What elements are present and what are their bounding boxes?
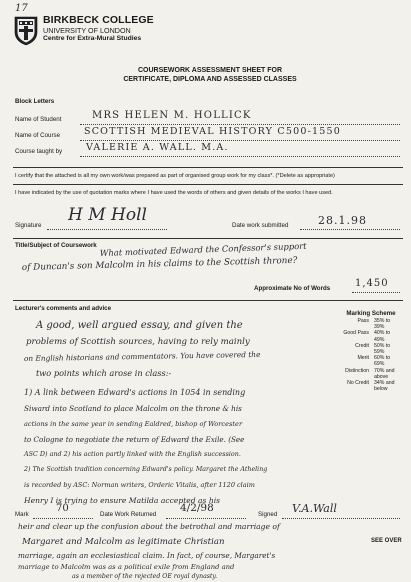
marking-scheme-row: Good Pass 40% to 49% xyxy=(343,330,391,343)
title-line-1: What motivated Edward the Confessor's support xyxy=(99,240,307,258)
student-label: Name of Student xyxy=(15,116,62,123)
marking-scheme-title: Marking Scheme xyxy=(346,310,396,317)
form-title-line-2: CERTIFICATE, DIPLOMA AND ASSESSED CLASSES xyxy=(123,76,297,83)
date-returned-line xyxy=(166,518,246,519)
comment-line: Siward into Scotland to place Malcolm on the throne & his xyxy=(24,404,242,413)
college-crest-icon xyxy=(13,14,39,46)
course-line xyxy=(80,140,400,141)
see-over-label: SEE OVER xyxy=(371,538,402,544)
comment-line: problems of Scottish sources, having to rely mainly xyxy=(26,337,250,347)
signature-label: Signature xyxy=(15,222,42,229)
taught-line xyxy=(80,156,400,157)
student-value: MRS HELEN M. HOLLICK xyxy=(92,110,252,121)
marking-scheme-row: Distinction 70% and above xyxy=(345,367,395,380)
marking-scheme xyxy=(339,310,403,392)
divider-1 xyxy=(13,167,403,168)
date-returned-value: 4/2/98 xyxy=(180,502,214,514)
mark-value: 70 xyxy=(56,503,69,514)
quotation-statement: I have indicated by the use of quotation marks where I have used the words of others and given details of the works I have used. xyxy=(15,190,333,196)
certify-statement: I certify that the attached is all my own work/was prepared as part of organised group work for my class*. (*Delete as appropriate) xyxy=(15,173,335,179)
title-line-2: of Duncan's son Malcolm in his claims to the Scottish throne? xyxy=(21,255,298,273)
comment-continuation-line: Margaret and Malcolm as legitimate Christian xyxy=(22,537,225,547)
mark-label: Mark xyxy=(15,511,29,518)
comment-line: Henry I is trying to ensure Matilda accepted as his xyxy=(24,496,221,505)
comment-continuation-line: marriage, again an ecclesiastical claim. In fact, of course, Margaret's xyxy=(18,551,276,560)
taught-value: VALERIE A. WALL. M.A. xyxy=(86,142,229,153)
marking-scheme-row: Pass 35% to 39% xyxy=(357,318,391,331)
comment-line: two points which arose in class:- xyxy=(36,368,172,378)
comment-continuation-line: marriage to Malcolm was as a political exile from England and xyxy=(18,563,235,571)
comment-line: is recorded by ASC: Norman writers, Orderic Vitalis, after 1120 claim xyxy=(24,481,255,489)
comment-line: 2) The Scottish tradition concerning Edward's policy. Margaret the Atheling xyxy=(24,466,268,473)
form-title xyxy=(60,66,360,84)
comment-line: actions in the same year in sending Ealdred, bishop of Worcester xyxy=(24,420,243,428)
form-title-line-1: COURSEWORK ASSESSMENT SHEET FOR xyxy=(137,67,283,74)
comment-line: on English historians and commentators. You have covered the xyxy=(23,349,261,363)
comment-continuation-line: heir and clear up the confusion about the betrothal and marriage of xyxy=(18,522,280,531)
divider-3 xyxy=(13,238,403,239)
word-count-value: 1,450 xyxy=(355,278,389,289)
word-count-label: Approximate No of Words xyxy=(254,285,331,292)
title-subject-label: Title/Subject of Coursework xyxy=(15,242,97,249)
signature-line xyxy=(47,229,167,230)
word-count-line xyxy=(352,292,400,293)
marking-scheme-row: No Credit 34% and below xyxy=(347,380,395,393)
signed-value: V.A.Wall xyxy=(292,502,337,515)
divider-4 xyxy=(13,300,403,301)
divider-2 xyxy=(13,184,403,185)
university-name: UNIVERSITY OF LONDON xyxy=(43,26,131,35)
corner-mark: 17 xyxy=(15,3,28,14)
block-letters-label: Block Letters xyxy=(15,98,55,105)
date-submitted-line xyxy=(300,229,400,230)
date-submitted-label: Date work submitted xyxy=(232,222,289,229)
date-submitted-value: 28.1.98 xyxy=(318,214,367,227)
signed-line xyxy=(282,518,400,519)
centre-name: Centre for Extra-Mural Studies xyxy=(43,35,142,42)
course-label: Name of Course xyxy=(15,132,61,139)
signed-label: Signed xyxy=(258,511,278,518)
date-returned-label: Date Work Returned xyxy=(100,511,157,518)
comment-line: ASC D) and 2) his action partly linked with the English succession. xyxy=(24,450,241,458)
college-name: BIRKBECK COLLEGE xyxy=(43,14,154,26)
comment-line: 1) A link between Edward's actions in 1054 in sending xyxy=(24,388,246,397)
comment-line: A good, well argued essay, and given the xyxy=(36,320,243,331)
comment-line: to Cologne to negotiate the return of Edward the Exile. (See xyxy=(24,435,245,444)
mark-line xyxy=(33,518,93,519)
course-value: SCOTTISH MEDIEVAL HISTORY C500-1550 xyxy=(84,126,341,137)
student-line xyxy=(80,124,400,125)
signature-value: H M Holl xyxy=(68,205,147,225)
marking-scheme-row: Merit 60% to 69% xyxy=(357,355,391,368)
comment-continuation-line: as a member of the rejected OE royal dynasty. xyxy=(72,573,218,580)
comments-label: Lecturer's comments and advice xyxy=(15,305,112,312)
taught-label: Course taught by xyxy=(15,148,63,155)
marking-scheme-row: Credit 50% to 59% xyxy=(355,342,391,356)
